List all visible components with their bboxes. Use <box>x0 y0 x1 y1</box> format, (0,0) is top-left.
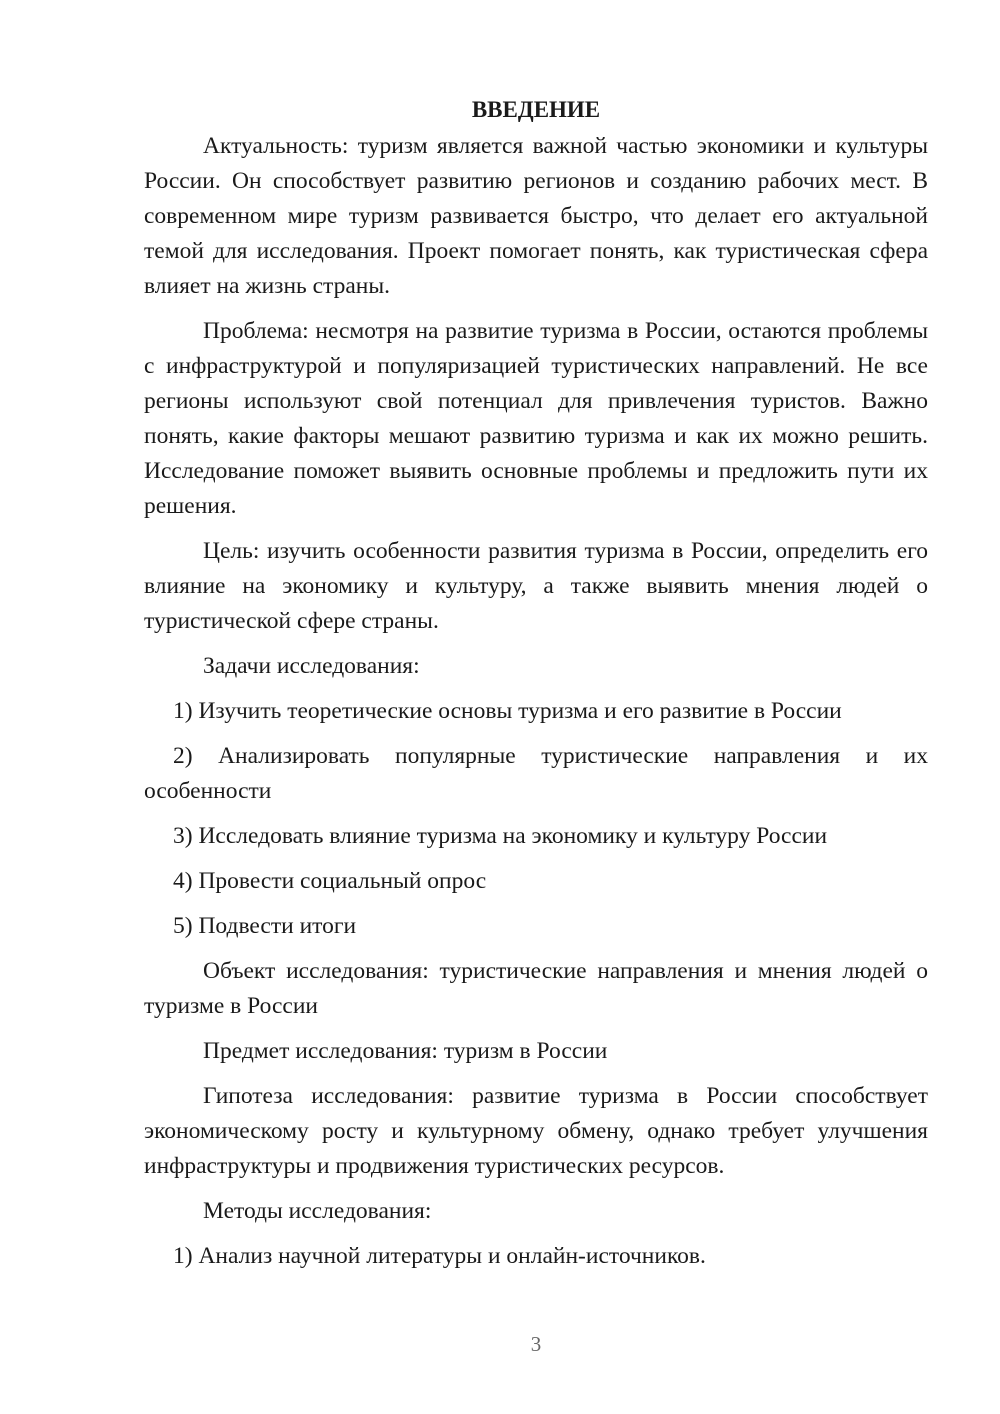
document-page <box>144 92 928 1284</box>
paragraph-relevance: Актуальность: туризм является важной частью экономики и культуры России. Он способствует развитию регионов и созданию рабочих мест. В современном мире туризм развивается быстро, что делает его актуальной темой для исследования. Проект помогает понять, как туристическая сфера влияет на жизнь страны. <box>144 133 928 299</box>
task-item-5: 5) Подвести итоги <box>173 913 357 939</box>
task-item-3: 3) Исследовать влияние туризма на экономику и культуру России <box>173 823 828 849</box>
task-item-2: 2) Анализировать популярные туристические направления и их особенности <box>144 743 928 804</box>
paragraph-object: Объект исследования: туристические направления и мнения людей о туризме в России <box>144 958 928 1019</box>
paragraph-goal: Цель: изучить особенности развития туризма в России, определить его влияние на экономику и культуру, а также выявить мнения людей о туристической сфере страны. <box>144 538 928 634</box>
method-item-1: 1) Анализ научной литературы и онлайн-источников. <box>173 1243 706 1269</box>
section-heading: ВВЕДЕНИЕ <box>471 97 601 122</box>
task-item-4: 4) Провести социальный опрос <box>173 868 487 894</box>
task-item-1: 1) Изучить теоретические основы туризма и его развитие в России <box>173 698 842 724</box>
paragraph-hypothesis: Гипотеза исследования: развитие туризма в России способствует экономическому росту и культурному обмену, однако требует улучшения инфраструктуры и продвижения туристических ресурсов. <box>144 1083 928 1179</box>
tasks-title: Задачи исследования: <box>203 653 420 679</box>
page-number: 3 <box>530 1332 542 1356</box>
paragraph-subject: Предмет исследования: туризм в России <box>203 1038 608 1064</box>
paragraph-problem: Проблема: несмотря на развитие туризма в России, остаются проблемы с инфраструктурой и популяризацией туристических направлений. Не все регионы используют свой потенциал для привлечения туристов. Важно понять, какие факторы мешают развитию туризма и как их можно решить. Исследование поможет выявить основные проблемы и предложить пути их решения. <box>144 318 928 519</box>
methods-title: Методы исследования: <box>203 1198 432 1224</box>
